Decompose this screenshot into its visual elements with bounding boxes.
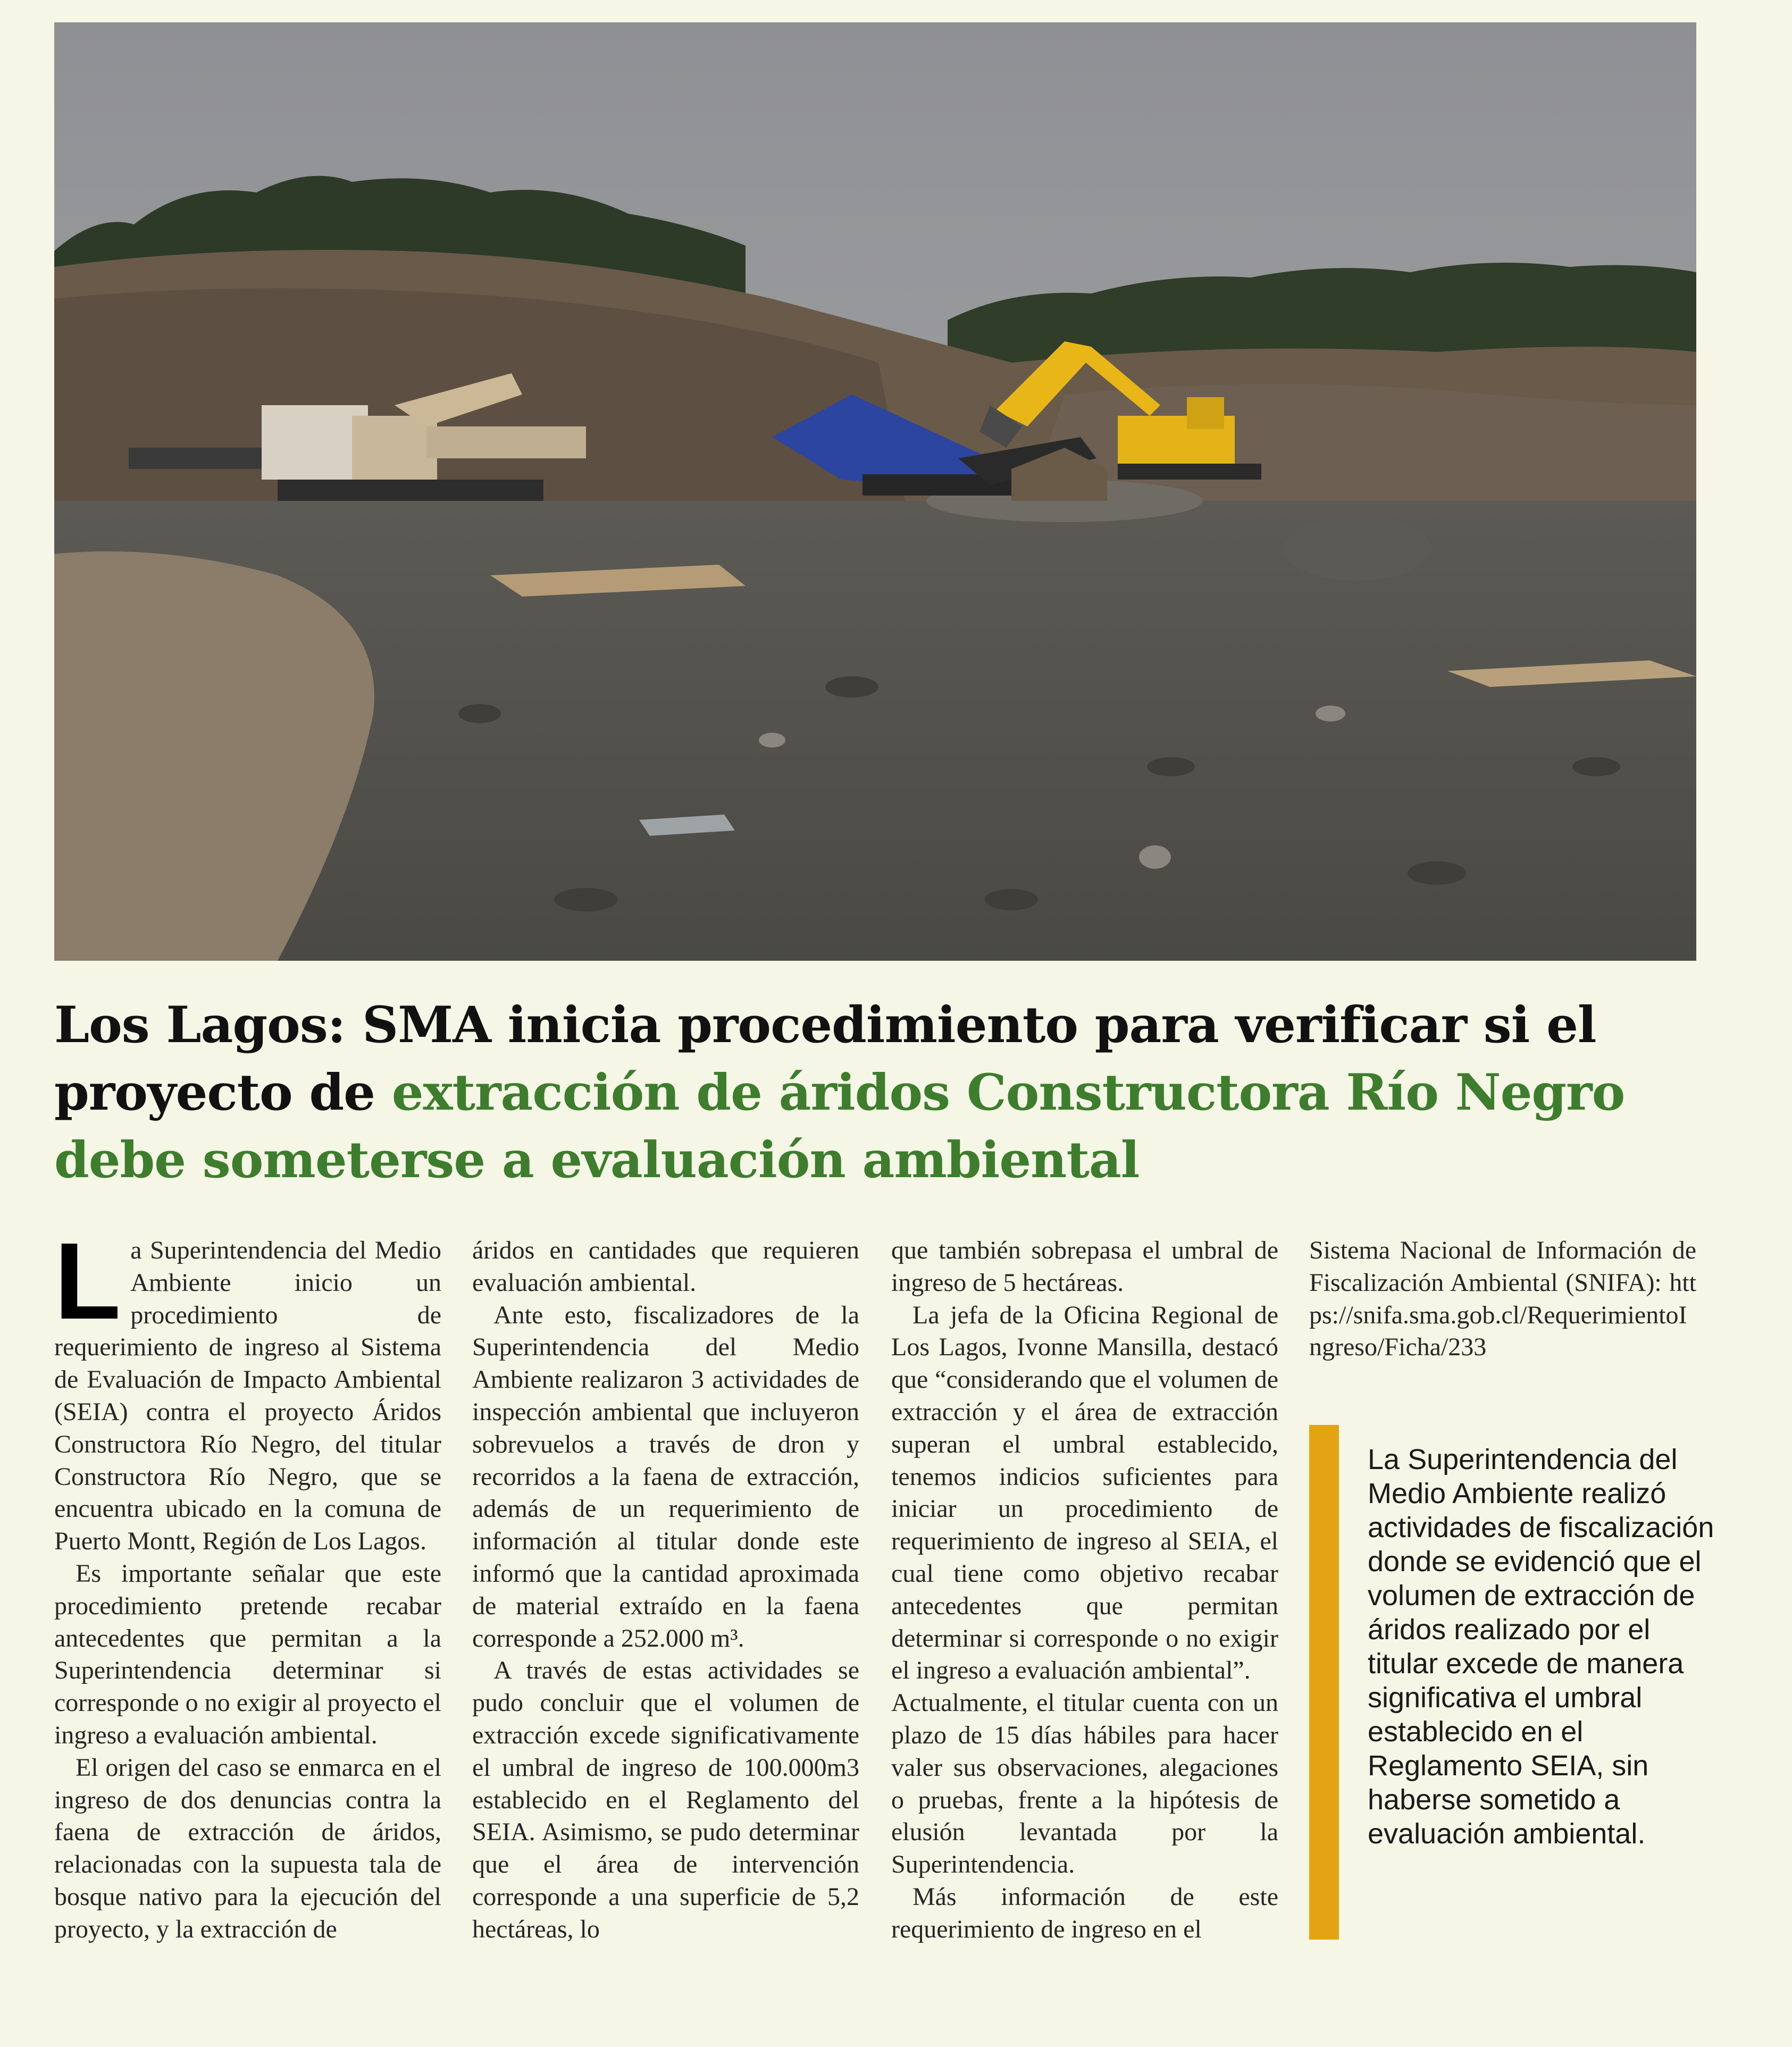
paragraph: Actualmente, el titular cuenta con un plazo de 15 días hábiles para hacer valer sus observaciones, alegaciones o pruebas, frente a la hipótesis de elusión levantada por la Superintendencia. xyxy=(891,1689,1278,1879)
article-headline xyxy=(54,992,1729,1194)
paragraph: Más información de este requerimiento de ingreso en el xyxy=(891,1882,1278,1943)
pullquote: La Superintendencia del Medio Ambiente realizó actividades de fiscalización donde se evidenció que el volumen de extracción de áridos realizado por el titular excede de manera significativa el umbral establecido en el Reglamento SEIA, sin haberse sometido a evaluación ambiental. xyxy=(1368,1444,1714,1850)
headline-green: extracción de áridos Constructora Río Negro debe someterse a evaluación ambiental xyxy=(54,1063,1625,1189)
paragraph: Es importante señalar que este procedimiento pretende recabar antecedentes que permitan a la Superintendencia determinar si corresponde o no exigir al proyecto el ingreso a evaluación ambiental. xyxy=(54,1559,441,1749)
column-3 xyxy=(891,1235,1278,1946)
quarry-photo xyxy=(54,22,1696,961)
paragraph: a Superintendencia del Medio Ambiente inicio un procedimiento de requerimiento de ingreso al Sistema de Evaluación de Impacto Ambiental (SEIA) contra el proyecto Áridos Constructora Río Negro, del titular Constructora Río Negro, que se encuentra ubicado en la comuna de Puerto Montt, Región de Los Lagos. xyxy=(54,1236,441,1556)
column-4 xyxy=(1309,1235,1696,1364)
paragraph: que también sobrepasa el umbral de ingreso de 5 hectáreas. xyxy=(891,1236,1278,1297)
snifa-paragraph: Sistema Nacional de Información de Fiscalización Ambiental (SNIFA): https://snifa.sma.gob.cl/RequerimientoIngreso/Ficha/233 xyxy=(1309,1236,1696,1362)
pullquote-bar xyxy=(1309,1425,1339,1940)
drop-cap: L xyxy=(54,1220,121,1342)
paragraph: Ante esto, fiscalizadores de la Superintendencia del Medio Ambiente realizaron 3 actividades de inspección ambiental que incluyeron sobrevuelos a través de dron y recorridos a la faena de extracción, además de un requerimiento de información al titular donde este informó que la cantidad aproximada de material extraído en la faena corresponde a 252.000 m³. xyxy=(472,1301,859,1652)
headline-black: Los Lagos: SMA inicia procedimiento para verificar si el proyecto de xyxy=(54,996,1596,1122)
column-2 xyxy=(472,1235,859,1946)
paragraph: A través de estas actividades se pudo concluir que el volumen de extracción excede significativamente el umbral de ingreso de 100.000m3 establecido en el Reglamento del SEIA. Asimismo, se pudo determinar que el área de intervención corresponde a una superficie de 5,2 hectáreas, lo xyxy=(472,1656,859,1943)
paragraph: La jefa de la Oficina Regional de Los Lagos, Ivonne Mansilla, destacó que “considerando que el volumen de extracción y el área de extracción superan el umbral establecido, tenemos indicios suficientes para iniciar un procedimiento de requerimiento de ingreso al SEIA, el cual tiene como objetivo recabar antecedentes que permitan determinar si corresponde o no exigir el ingreso a evaluación ambiental”. xyxy=(891,1301,1278,1685)
quarry-photo-illustration xyxy=(54,22,1696,961)
column-1 xyxy=(54,1220,441,1946)
paragraph: El origen del caso se enmarca en el ingreso de dos denuncias contra la faena de extracción de áridos, relacionadas con la supuesta tala de bosque nativo para la ejecución del proyecto, y la extracción de xyxy=(54,1753,441,1943)
paragraph: áridos en cantidades que requieren evaluación ambiental. xyxy=(472,1236,859,1297)
